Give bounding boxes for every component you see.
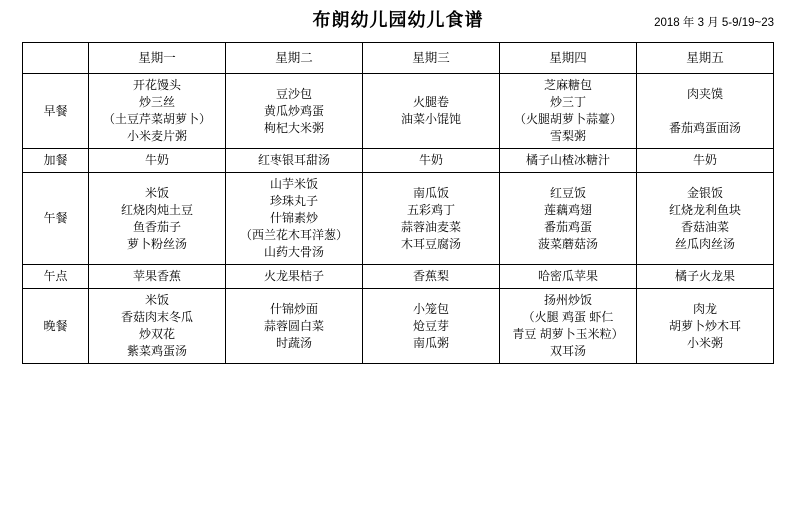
row-header-snack-morning: 加餐: [23, 149, 89, 173]
menu-item: 南瓜粥: [412, 335, 449, 350]
menu-item: 木耳豆腐汤: [400, 236, 461, 251]
menu-item: 火龙果桔子: [263, 269, 324, 283]
menu-item: 米饭: [144, 293, 169, 307]
cell-dinner-wednesday: [363, 289, 500, 364]
cell-snack-morning-wednesday: [363, 149, 500, 173]
cell-afternoon-snack-monday: [89, 265, 226, 289]
menu-item: 橘子山楂冰糖汁: [525, 153, 610, 167]
menu-item: 小米粥: [686, 335, 723, 350]
cell-lunch-wednesday: [363, 173, 500, 265]
row-header-dinner: 晚餐: [23, 289, 89, 364]
cell-afternoon-snack-friday: [637, 265, 774, 289]
cell-snack-morning-friday: [637, 149, 774, 173]
table-row: [23, 173, 774, 265]
menu-item: 芝麻糖包: [543, 78, 592, 92]
cell-breakfast-tuesday: [226, 74, 363, 149]
menu-item: 豆沙包: [275, 86, 312, 101]
menu-item: 牛奶: [418, 153, 443, 167]
menu-item: 香菇油菜: [680, 219, 729, 234]
document-header: [0, 0, 796, 34]
cell-lunch-friday: [637, 173, 774, 265]
menu-item: （土豆芹菜胡萝卜）: [102, 112, 211, 126]
menu-item: 米饭: [144, 185, 169, 200]
menu-item: 青豆 胡萝卜玉米粒）: [512, 327, 624, 341]
menu-item: 扬州炒饭: [543, 293, 592, 307]
cell-lunch-monday: [89, 173, 226, 265]
menu-item: 炝豆芽: [412, 318, 449, 333]
row-header-afternoon-snack: 午点: [23, 265, 89, 289]
menu-item: 番茄鸡蛋面汤: [668, 120, 741, 135]
row-header-lunch: 午餐: [23, 173, 89, 265]
cell-dinner-tuesday: [226, 289, 363, 364]
cell-afternoon-snack-wednesday: [363, 265, 500, 289]
cell-breakfast-wednesday: [363, 74, 500, 149]
menu-item: 牛奶: [692, 153, 717, 167]
column-header-tuesday: 星期二: [226, 43, 363, 74]
menu-item: 鱼香茄子: [132, 219, 181, 234]
menu-item: 山芋米饭: [269, 177, 318, 191]
cell-snack-morning-monday: [89, 149, 226, 173]
table-row: [23, 289, 774, 364]
cell-breakfast-friday: [637, 74, 774, 149]
menu-item: 开花馒头: [132, 78, 181, 92]
table-body: [23, 74, 774, 364]
column-header-friday: 星期五: [637, 43, 774, 74]
menu-item: 珍珠丸子: [269, 194, 318, 208]
menu-item: 红烧肉炖土豆: [120, 202, 193, 217]
cell-lunch-thursday: [500, 173, 637, 265]
menu-item: 什锦炒面: [269, 301, 318, 316]
menu-item: 番茄鸡蛋: [543, 219, 592, 234]
menu-item: 莲藕鸡翅: [543, 202, 592, 217]
menu-item: 火腿卷: [412, 95, 449, 109]
menu-item: 炒三丁: [549, 95, 586, 109]
menu-item: 什锦素炒: [269, 211, 318, 225]
weekly-menu-table: [22, 42, 774, 364]
menu-item: 黄瓜炒鸡蛋: [263, 103, 324, 118]
menu-item: 肉龙: [692, 301, 717, 316]
column-header-thursday: 星期四: [500, 43, 637, 74]
menu-item: （火腿胡萝卜蒜薹）: [513, 112, 622, 126]
table-row: [23, 74, 774, 149]
menu-item: 雪梨粥: [549, 129, 586, 143]
menu-item: 丝瓜肉丝汤: [674, 236, 735, 251]
menu-item: 哈密瓜苹果: [537, 269, 598, 283]
menu-item: 红豆饭: [549, 185, 586, 200]
cell-dinner-thursday: [500, 289, 637, 364]
menu-item: 枸杞大米粥: [263, 120, 324, 135]
menu-item: 金银饭: [686, 185, 723, 200]
menu-item: 时蔬汤: [275, 335, 312, 350]
cell-breakfast-thursday: [500, 74, 637, 149]
cell-afternoon-snack-tuesday: [226, 265, 363, 289]
cell-snack-morning-thursday: [500, 149, 637, 173]
menu-item: （火腿 鸡蛋 虾仁: [522, 310, 614, 324]
cell-snack-morning-tuesday: [226, 149, 363, 173]
table-row: [23, 149, 774, 173]
cell-dinner-monday: [89, 289, 226, 364]
page-title: 布朗幼儿园幼儿食谱: [312, 10, 484, 30]
column-header-monday: 星期一: [89, 43, 226, 74]
document-date: 2018 年 3 月 5-9/19~23: [654, 17, 774, 29]
row-header-breakfast: 早餐: [23, 74, 89, 149]
menu-item: 油菜小馄饨: [400, 112, 461, 126]
menu-item: 萝卜粉丝汤: [126, 236, 187, 251]
cell-lunch-tuesday: [226, 173, 363, 265]
table-row: [23, 265, 774, 289]
menu-item: 炒双花: [138, 327, 175, 341]
menu-item: 炒三丝: [138, 95, 175, 109]
menu-item: 双耳汤: [549, 344, 586, 358]
menu-item: 红枣银耳甜汤: [257, 153, 330, 167]
menu-item: 小笼包: [412, 301, 449, 316]
menu-item: 胡萝卜炒木耳: [668, 318, 741, 333]
menu-item: 苹果香蕉: [132, 269, 181, 283]
menu-item: 肉夹馍: [686, 86, 723, 101]
menu-item: 紫菜鸡蛋汤: [126, 344, 187, 358]
menu-item: 小米麦片粥: [126, 129, 187, 143]
cell-afternoon-snack-thursday: [500, 265, 637, 289]
menu-item: 牛奶: [144, 153, 169, 167]
cell-breakfast-monday: [89, 74, 226, 149]
column-header-wednesday: 星期三: [363, 43, 500, 74]
menu-table-wrapper: [22, 42, 774, 364]
table-header-row: [23, 43, 774, 74]
menu-item: 山药大骨汤: [263, 245, 324, 259]
table-corner-cell: [23, 43, 89, 74]
menu-item: 五彩鸡丁: [406, 202, 455, 217]
cell-dinner-friday: [637, 289, 774, 364]
menu-item: 橘子火龙果: [674, 269, 735, 283]
menu-item: 菠菜蘑菇汤: [537, 236, 598, 251]
menu-item-spacer: [639, 103, 771, 120]
menu-item: （西兰花木耳洋葱）: [239, 228, 348, 242]
menu-item: 蒜蓉油麦菜: [400, 219, 461, 234]
menu-item: 红烧龙利鱼块: [668, 202, 741, 217]
menu-item: 香蕉梨: [412, 269, 449, 283]
menu-item: 南瓜饭: [412, 185, 449, 200]
menu-item: 蒜蓉圆白菜: [263, 318, 324, 333]
menu-item: 香菇肉末冬瓜: [120, 310, 193, 324]
